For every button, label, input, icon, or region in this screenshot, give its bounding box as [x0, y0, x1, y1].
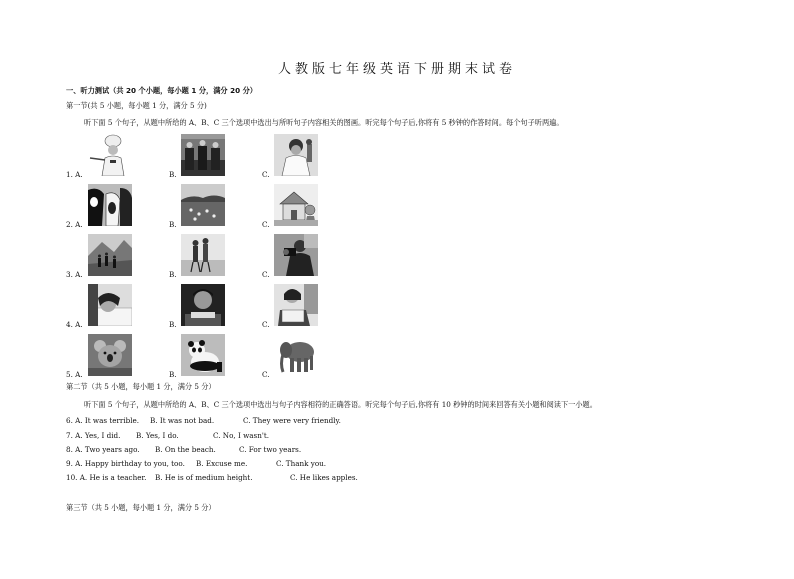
q9-option-b: B. Excuse me.	[196, 459, 248, 468]
section1-instructions: 听下面 5 个句子，从题中所给的 A、B、C 三个选项中选出与所听句子内容相关的图画。听完每个句子后,你将有 5 秒钟的作答时间。每个句子听两遍。	[84, 118, 564, 127]
chef-picture	[88, 134, 132, 176]
q7-option-c: C. No, I wasn't.	[213, 431, 270, 440]
option-b-label: B.	[169, 270, 177, 279]
option-a-label: 5. A.	[66, 370, 83, 379]
q10-option-b: B. He is of medium height.	[155, 473, 253, 482]
hikers-mountain-picture	[88, 234, 132, 276]
q6-option-c: C. They were very friendly.	[243, 416, 341, 425]
house-cartoon-picture	[274, 184, 318, 226]
picture-question-2	[0, 184, 794, 234]
q9-option-a: 9. A. Happy birthday to you, too.	[66, 459, 185, 468]
section2-instructions: 听下面 5 个句子，从题中所给的 A、B、C 三个选项中选出与句子内容相符的正确答语。听完每个句子后,你将有 10 秒钟的时间来回答有关小题和阅读下一小题。	[84, 400, 597, 409]
section1-heading: 第一节(共 5 小题，每小题 1 分，满分 5 分)	[66, 101, 207, 110]
option-c-label: C.	[262, 370, 270, 379]
q9-option-c: C. Thank you.	[276, 459, 327, 468]
option-c-label: C.	[262, 270, 270, 279]
q8-option-b: B. On the beach.	[155, 445, 216, 454]
picture-question-5	[0, 334, 794, 384]
boy-studying-picture	[181, 284, 225, 326]
picture-question-3	[0, 234, 794, 284]
q8-option-c: C. For two years.	[239, 445, 302, 454]
section2-heading: 第二节（共 5 小题，每小题 1 分，满分 5 分）	[66, 382, 216, 391]
option-c-label: C.	[262, 320, 270, 329]
sleeping-girl-picture	[88, 284, 132, 326]
option-a-label: 3. A.	[66, 270, 83, 279]
option-c-label: C.	[262, 170, 270, 179]
koala-picture	[88, 334, 132, 376]
doctor-picture	[274, 134, 318, 176]
option-c-label: C.	[262, 220, 270, 229]
q10-option-a: 10. A. He is a teacher.	[66, 473, 147, 482]
farm-field-picture	[181, 184, 225, 226]
q8-option-a: 8. A. Two years ago.	[66, 445, 140, 454]
photographer-picture	[274, 234, 318, 276]
option-b-label: B.	[169, 220, 177, 229]
elephant-picture	[274, 334, 318, 376]
option-a-label: 2. A.	[66, 220, 83, 229]
cows-picture	[88, 184, 132, 226]
page-title: 人教版七年级英语下册期末试卷	[277, 62, 516, 77]
q7-option-a: 7. A. Yes, I did.	[66, 431, 121, 440]
part1-heading: 一、听力测试（共 20 个小题，每小题 1 分，满分 20 分）	[66, 86, 257, 95]
police-officers-picture	[181, 134, 225, 176]
section3-heading: 第三节（共 5 小题，每小题 1 分，满分 5 分）	[66, 503, 216, 512]
picture-question-1	[0, 134, 794, 184]
q10-option-c: C. He likes apples.	[290, 473, 358, 482]
option-b-label: B.	[169, 170, 177, 179]
girl-reading-picture	[274, 284, 318, 326]
option-b-label: B.	[169, 370, 177, 379]
option-b-label: B.	[169, 320, 177, 329]
q6-option-b: B. It was not bad.	[150, 416, 215, 425]
q6-option-a: 6. A. It was terrible.	[66, 416, 140, 425]
panda-picture	[181, 334, 225, 376]
option-a-label: 4. A.	[66, 320, 83, 329]
option-a-label: 1. A.	[66, 170, 83, 179]
q7-option-b: B. Yes, I do.	[136, 431, 179, 440]
beach-walkers-picture	[181, 234, 225, 276]
picture-question-4	[0, 284, 794, 334]
